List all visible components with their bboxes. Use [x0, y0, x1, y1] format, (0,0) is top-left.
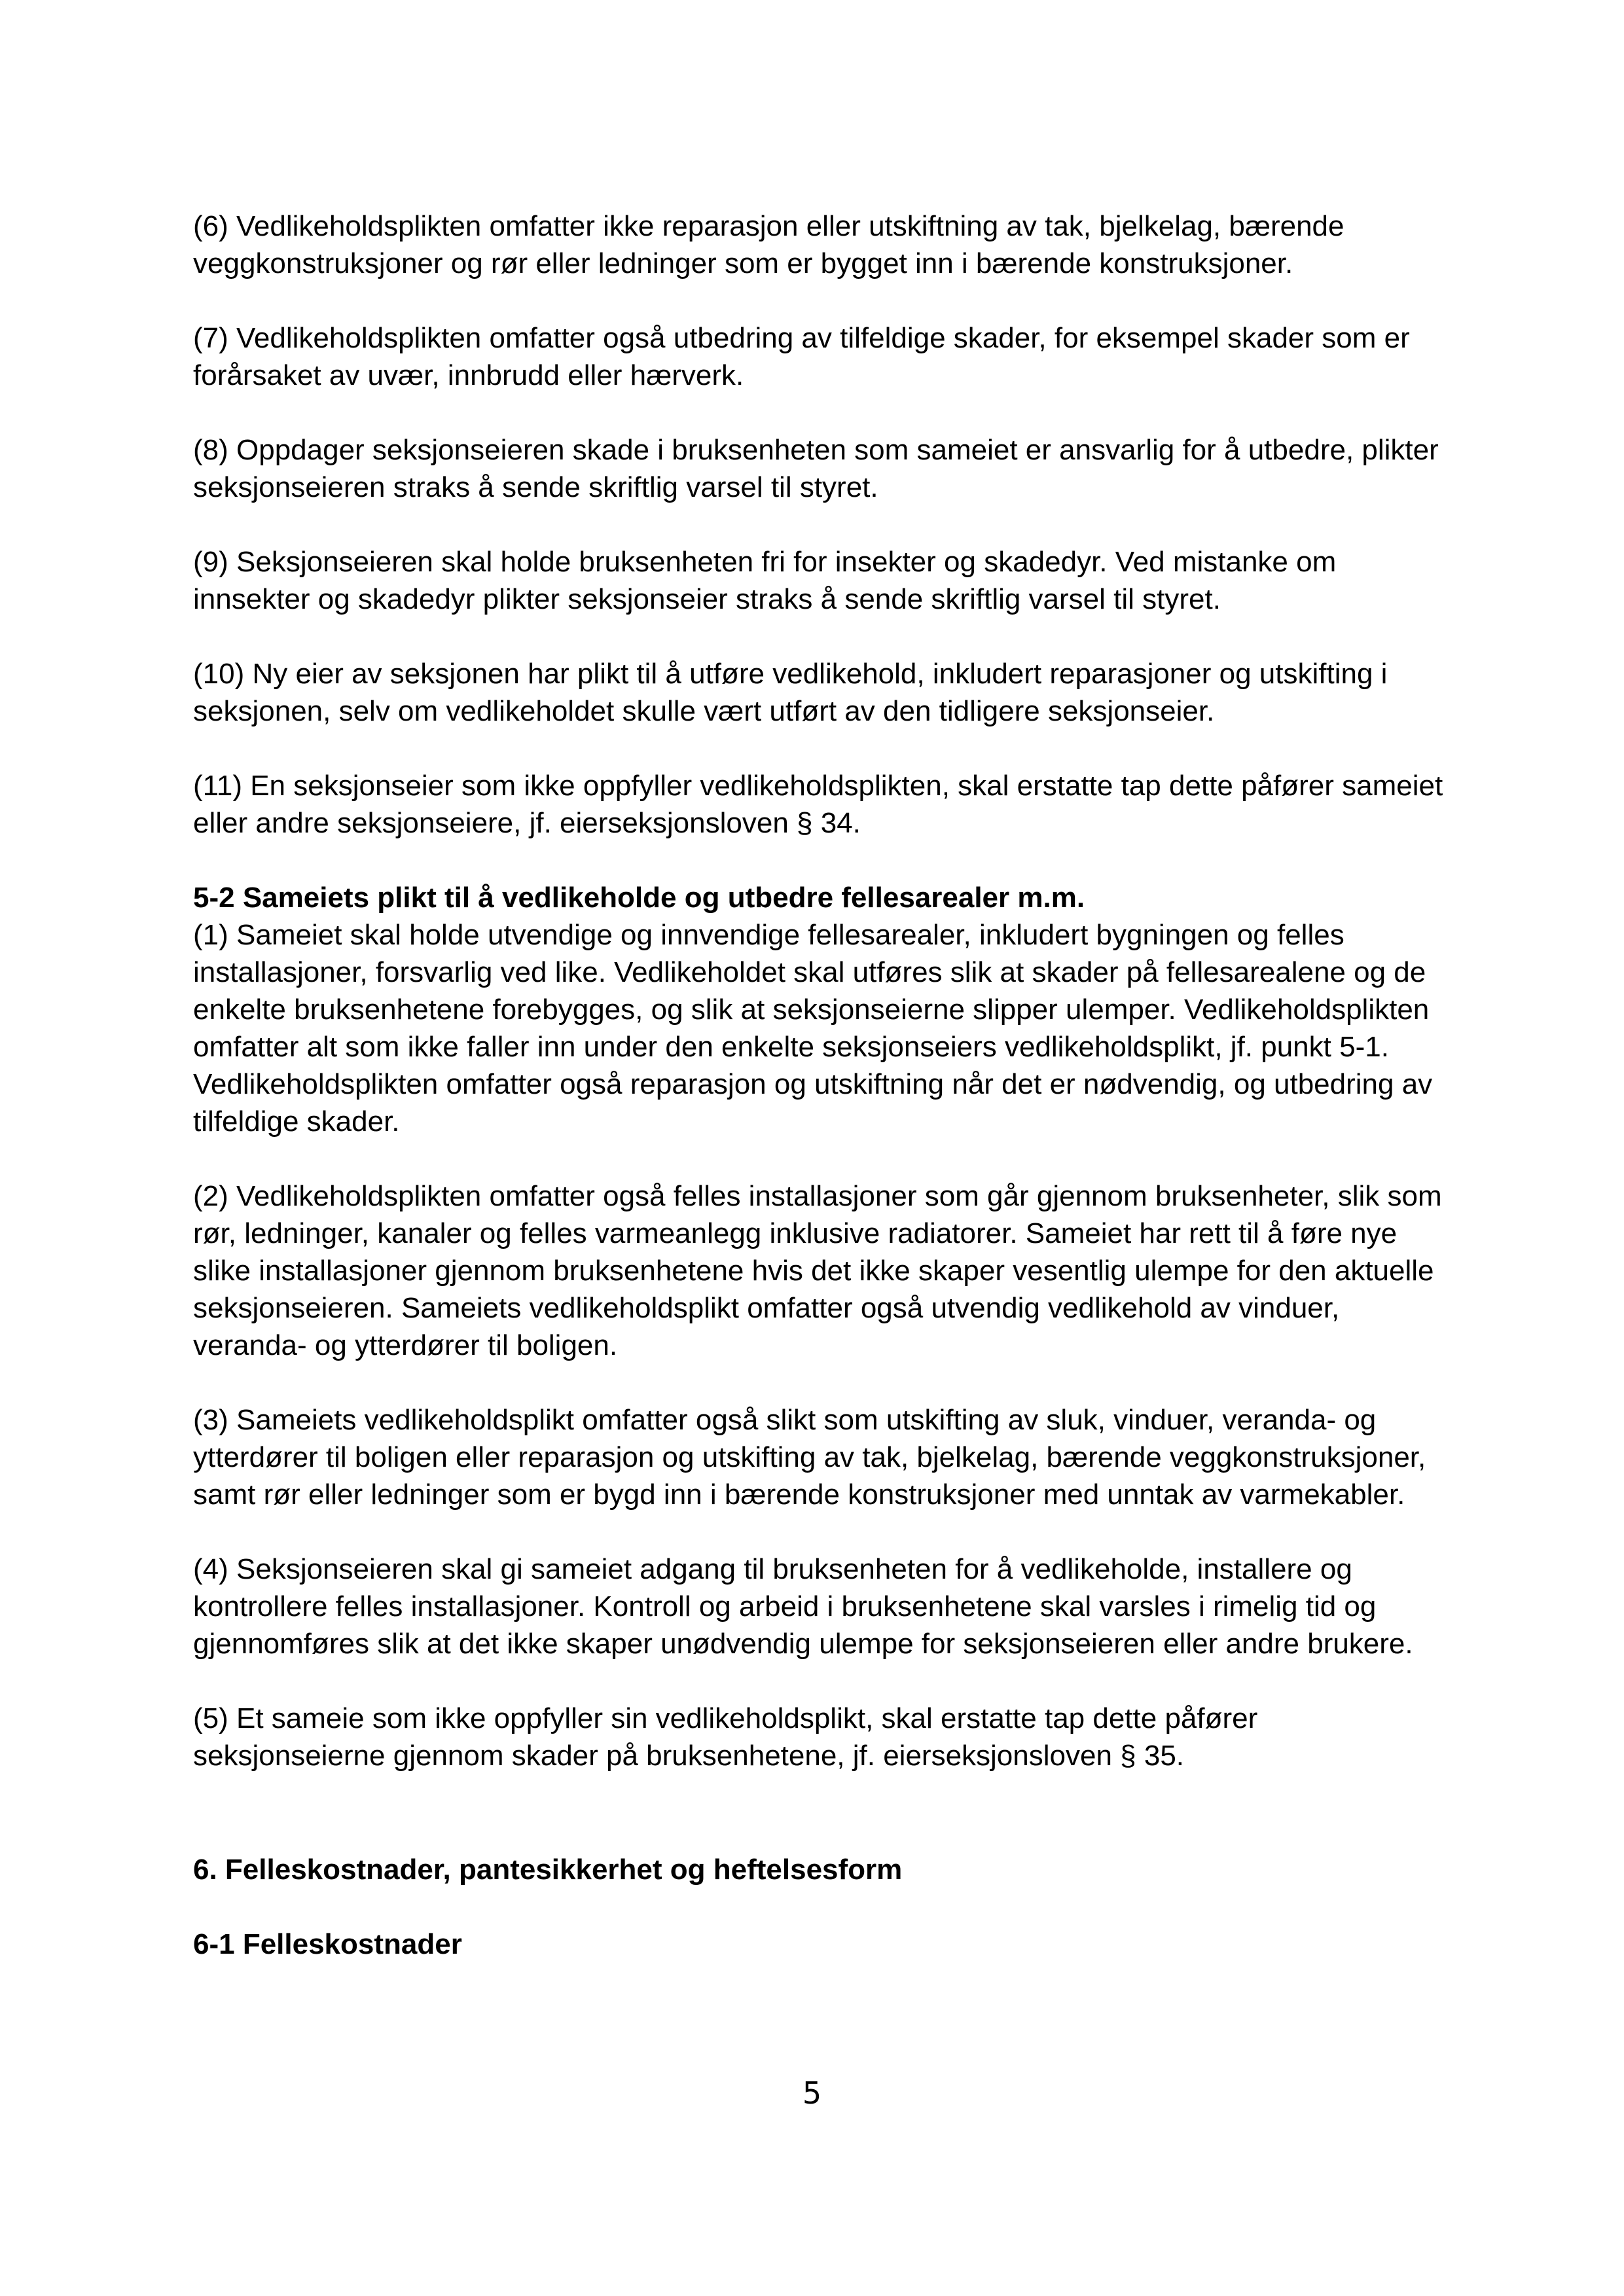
page-number: 5	[802, 2075, 822, 2111]
paragraph-5-2-3: (3) Sameiets vedlikeholdsplikt omfatter også slikt som utskifting av sluk, vinduer, veranda- og ytterdører til boligen eller reparasjon og utskifting av tak, bjelkelag, bærende veggkonstruksjoner, samt rør eller ledninger som er bygd inn i bærende konstruksjoner med unntak av varmekabler.	[193, 1404, 1426, 1511]
paragraph-5-2-4: (4) Seksjonseieren skal gi sameiet adgang til bruksenheten for å vedlikeholde, installere og kontrollere felles installasjoner. Kontroll og arbeid i bruksenhetene skal varsles i rimelig tid og gjennomføres slik at det ikke skaper unødvendig ulempe for seksjonseieren eller andre brukere.	[193, 1553, 1413, 1660]
paragraph-5-1-11: (11) En seksjonseier som ikke oppfyller vedlikeholdsplikten, skal erstatte tap dette påfører sameiet eller andre seksjonseiere, jf. eierseksjonsloven § 34.	[193, 770, 1443, 839]
page-content	[193, 207, 1453, 1963]
paragraph-5-1-10: (10) Ny eier av seksjonen har plikt til å utføre vedlikehold, inkludert reparasjoner og utskifting i seksjonen, selv om vedlikeholdet skulle vært utført av den tidligere seksjonseier.	[193, 658, 1388, 727]
chapter-heading-6: 6. Felleskostnader, pantesikkerhet og heftelsesform	[193, 1854, 903, 1886]
sub-heading-6-1: 6-1 Felleskostnader	[193, 1928, 462, 1960]
paragraph-5-2-5: (5) Et sameie som ikke oppfyller sin vedlikeholdsplikt, skal erstatte tap dette påfører seksjonseierne gjennom skader på bruksenhetene, jf. eierseksjonsloven § 35.	[193, 1702, 1258, 1772]
paragraph-5-1-8: (8) Oppdager seksjonseieren skade i bruksenheten som sameiet er ansvarlig for å utbedre, plikter seksjonseieren straks å sende skriftlig varsel til styret.	[193, 434, 1439, 503]
paragraph-5-2-2: (2) Vedlikeholdsplikten omfatter også felles installasjoner som går gjennom bruksenheter, slik som rør, ledninger, kanaler og felles varmeanlegg inklusive radiatorer. Sameiet har rett til å føre nye slike installasjoner gjennom bruksenhetene hvis det ikke skaper vesentlig ulempe for den aktuelle seksjonseieren. Sameiets vedlikeholdsplikt omfatter også utvendig vedlikehold av vinduer, veranda- og ytterdører til boligen.	[193, 1180, 1442, 1361]
spacer	[193, 1812, 1453, 1851]
section-heading-5-2: 5-2 Sameiets plikt til å vedlikeholde og utbedre fellesarealer m.m.	[193, 882, 1085, 914]
paragraph-5-1-7: (7) Vedlikeholdsplikten omfatter også utbedring av tilfeldige skader, for eksempel skader som er forårsaket av uvær, innbrudd eller hærverk.	[193, 322, 1410, 391]
paragraph-5-1-9: (9) Seksjonseieren skal holde bruksenheten fri for insekter og skadedyr. Ved mistanke om innsekter og skadedyr plikter seksjonseier straks å sende skriftlig varsel til styret.	[193, 546, 1337, 615]
paragraph-5-2-1: (1) Sameiet skal holde utvendige og innvendige fellesarealer, inkludert bygningen og felles installasjoner, forsvarlig ved like. Vedlikeholdet skal utføres slik at skader på fellesarealene og de enkelte bruksenhetene forebygges, og slik at seksjonseierne slipper ulemper. Vedlikeholdsplikten omfatter alt som ikke faller inn under den enkelte seksjonseiers vedlikeholdsplikt, jf. punkt 5-1. Vedlikeholdsplikten omfatter også reparasjon og utskiftning når det er nødvendig, og utbedring av tilfeldige skader.	[193, 919, 1433, 1138]
paragraph-5-1-6: (6) Vedlikeholdsplikten omfatter ikke reparasjon eller utskiftning av tak, bjelkelag, bærende veggkonstruksjoner og rør eller ledninger som er bygget inn i bærende konstruksjoner.	[193, 210, 1344, 279]
